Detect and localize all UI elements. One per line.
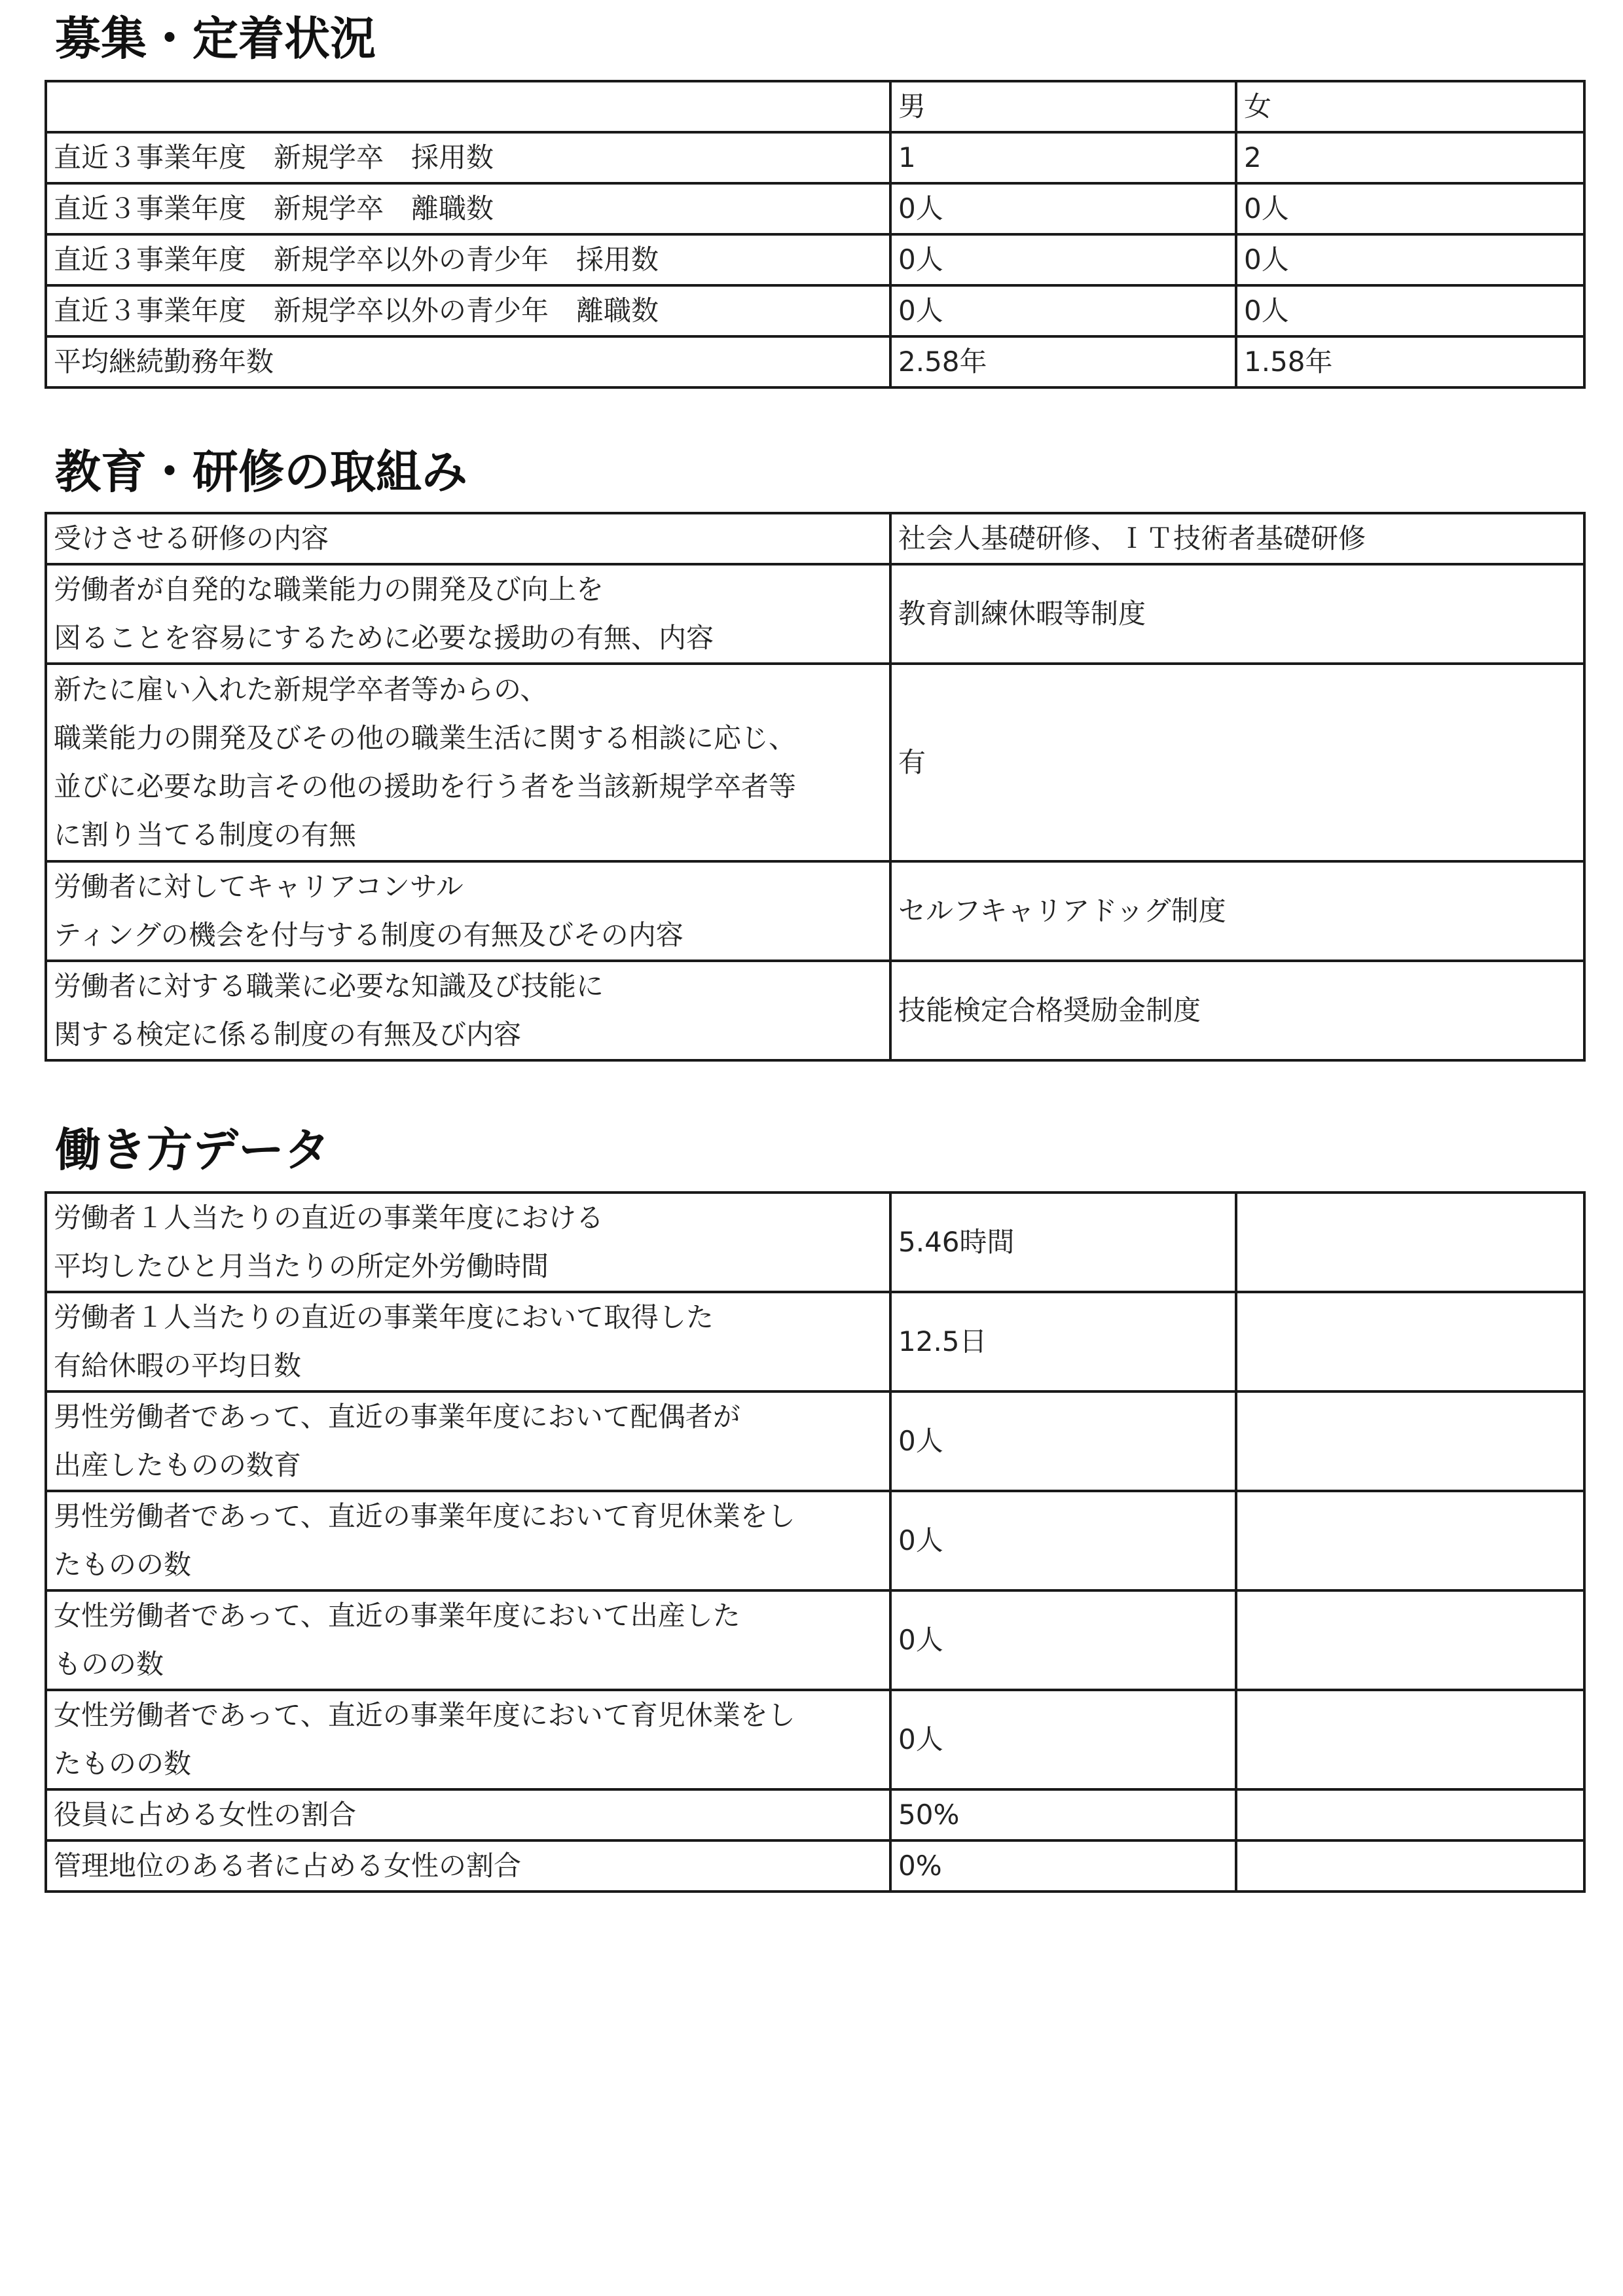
row-extra	[1236, 1789, 1584, 1840]
table-row	[46, 664, 1584, 861]
row-label: 男性労働者であって、直近の事業年度において育児休業をし たものの数	[46, 1491, 890, 1590]
row-extra	[1236, 1193, 1584, 1292]
row-extra	[1236, 1690, 1584, 1789]
male-value: 0人	[890, 234, 1236, 285]
row-label: 労働者に対する職業に必要な知識及び技能に 関する検定に係る制度の有無及び内容	[46, 961, 890, 1060]
row-label: 女性労働者であって、直近の事業年度において育児休業をし たものの数	[46, 1690, 890, 1789]
row-label: 役員に占める女性の割合	[46, 1789, 890, 1840]
female-value: 0人	[1236, 234, 1584, 285]
table-row	[46, 1292, 1584, 1391]
male-value: 0人	[890, 285, 1236, 336]
row-value: 技能検定合格奨励金制度	[890, 961, 1584, 1060]
table-row	[46, 234, 1584, 285]
row-value: 0%	[890, 1840, 1236, 1892]
table-row	[46, 1690, 1584, 1789]
row-label: 直近３事業年度 新規学卒 離職数	[46, 183, 890, 234]
row-value: 教育訓練休暇等制度	[890, 564, 1584, 664]
female-value: 1.58年	[1236, 336, 1584, 387]
table-row	[46, 961, 1584, 1060]
table-row	[46, 336, 1584, 387]
row-extra	[1236, 1840, 1584, 1892]
row-label: 直近３事業年度 新規学卒 採用数	[46, 132, 890, 183]
workstyle-table	[45, 1191, 1586, 1893]
female-value: 0人	[1236, 285, 1584, 336]
recruitment-section-title: 募集・定着状況	[55, 12, 376, 65]
female-value: 0人	[1236, 183, 1584, 234]
row-label: 直近３事業年度 新規学卒以外の青少年 離職数	[46, 285, 890, 336]
row-value: 社会人基礎研修、ＩＴ技術者基礎研修	[890, 513, 1584, 564]
row-label: 新たに雇い入れた新規学卒者等からの、 職業能力の開発及びその他の職業生活に関する相談に応じ、 並びに必要な助言その他の援助を行う者を当該新規学卒者等 に割り当てる制度の有無	[46, 664, 890, 861]
table-row	[46, 564, 1584, 664]
row-label: 労働者１人当たりの直近の事業年度において取得した 有給休暇の平均日数	[46, 1292, 890, 1391]
row-label: 労働者１人当たりの直近の事業年度における 平均したひと月当たりの所定外労働時間	[46, 1193, 890, 1292]
row-extra	[1236, 1391, 1584, 1491]
table-row	[46, 1391, 1584, 1491]
row-value: 0人	[890, 1491, 1236, 1590]
row-extra	[1236, 1292, 1584, 1391]
workstyle-section-title: 働き方データ	[55, 1123, 330, 1177]
row-value: 0人	[890, 1690, 1236, 1789]
male-value: 1	[890, 132, 1236, 183]
table-row	[46, 1193, 1584, 1292]
male-value: 0人	[890, 183, 1236, 234]
training-table	[45, 512, 1586, 1062]
header-cell-female: 女	[1236, 81, 1584, 132]
row-value: 5.46時間	[890, 1193, 1236, 1292]
female-value: 2	[1236, 132, 1584, 183]
table-row	[46, 183, 1584, 234]
row-value: 有	[890, 664, 1584, 861]
table-row	[46, 1491, 1584, 1590]
row-value: 50%	[890, 1789, 1236, 1840]
row-label: 労働者が自発的な職業能力の開発及び向上を 図ることを容易にするために必要な援助の有無、内容	[46, 564, 890, 664]
row-label: 管理地位のある者に占める女性の割合	[46, 1840, 890, 1892]
row-label: 受けさせる研修の内容	[46, 513, 890, 564]
row-value: 12.5日	[890, 1292, 1236, 1391]
table-row	[46, 1789, 1584, 1840]
header-cell-empty	[46, 81, 890, 132]
table-row	[46, 861, 1584, 961]
recruitment-table	[45, 80, 1586, 389]
row-label: 直近３事業年度 新規学卒以外の青少年 採用数	[46, 234, 890, 285]
row-label: 労働者に対してキャリアコンサル ティングの機会を付与する制度の有無及びその内容	[46, 861, 890, 961]
table-row	[46, 1840, 1584, 1892]
row-value: 0人	[890, 1391, 1236, 1491]
row-value: セルフキャリアドッグ制度	[890, 861, 1584, 961]
table-row	[46, 1590, 1584, 1690]
row-extra	[1236, 1491, 1584, 1590]
table-row	[46, 285, 1584, 336]
table-row	[46, 513, 1584, 564]
male-value: 2.58年	[890, 336, 1236, 387]
table-header-row	[46, 81, 1584, 132]
training-section-title: 教育・研修の取組み	[55, 445, 467, 499]
row-label: 平均継続勤務年数	[46, 336, 890, 387]
row-extra	[1236, 1590, 1584, 1690]
row-value: 0人	[890, 1590, 1236, 1690]
row-label: 男性労働者であって、直近の事業年度において配偶者が 出産したものの数育	[46, 1391, 890, 1491]
header-cell-male: 男	[890, 81, 1236, 132]
table-row	[46, 132, 1584, 183]
row-label: 女性労働者であって、直近の事業年度において出産した ものの数	[46, 1590, 890, 1690]
